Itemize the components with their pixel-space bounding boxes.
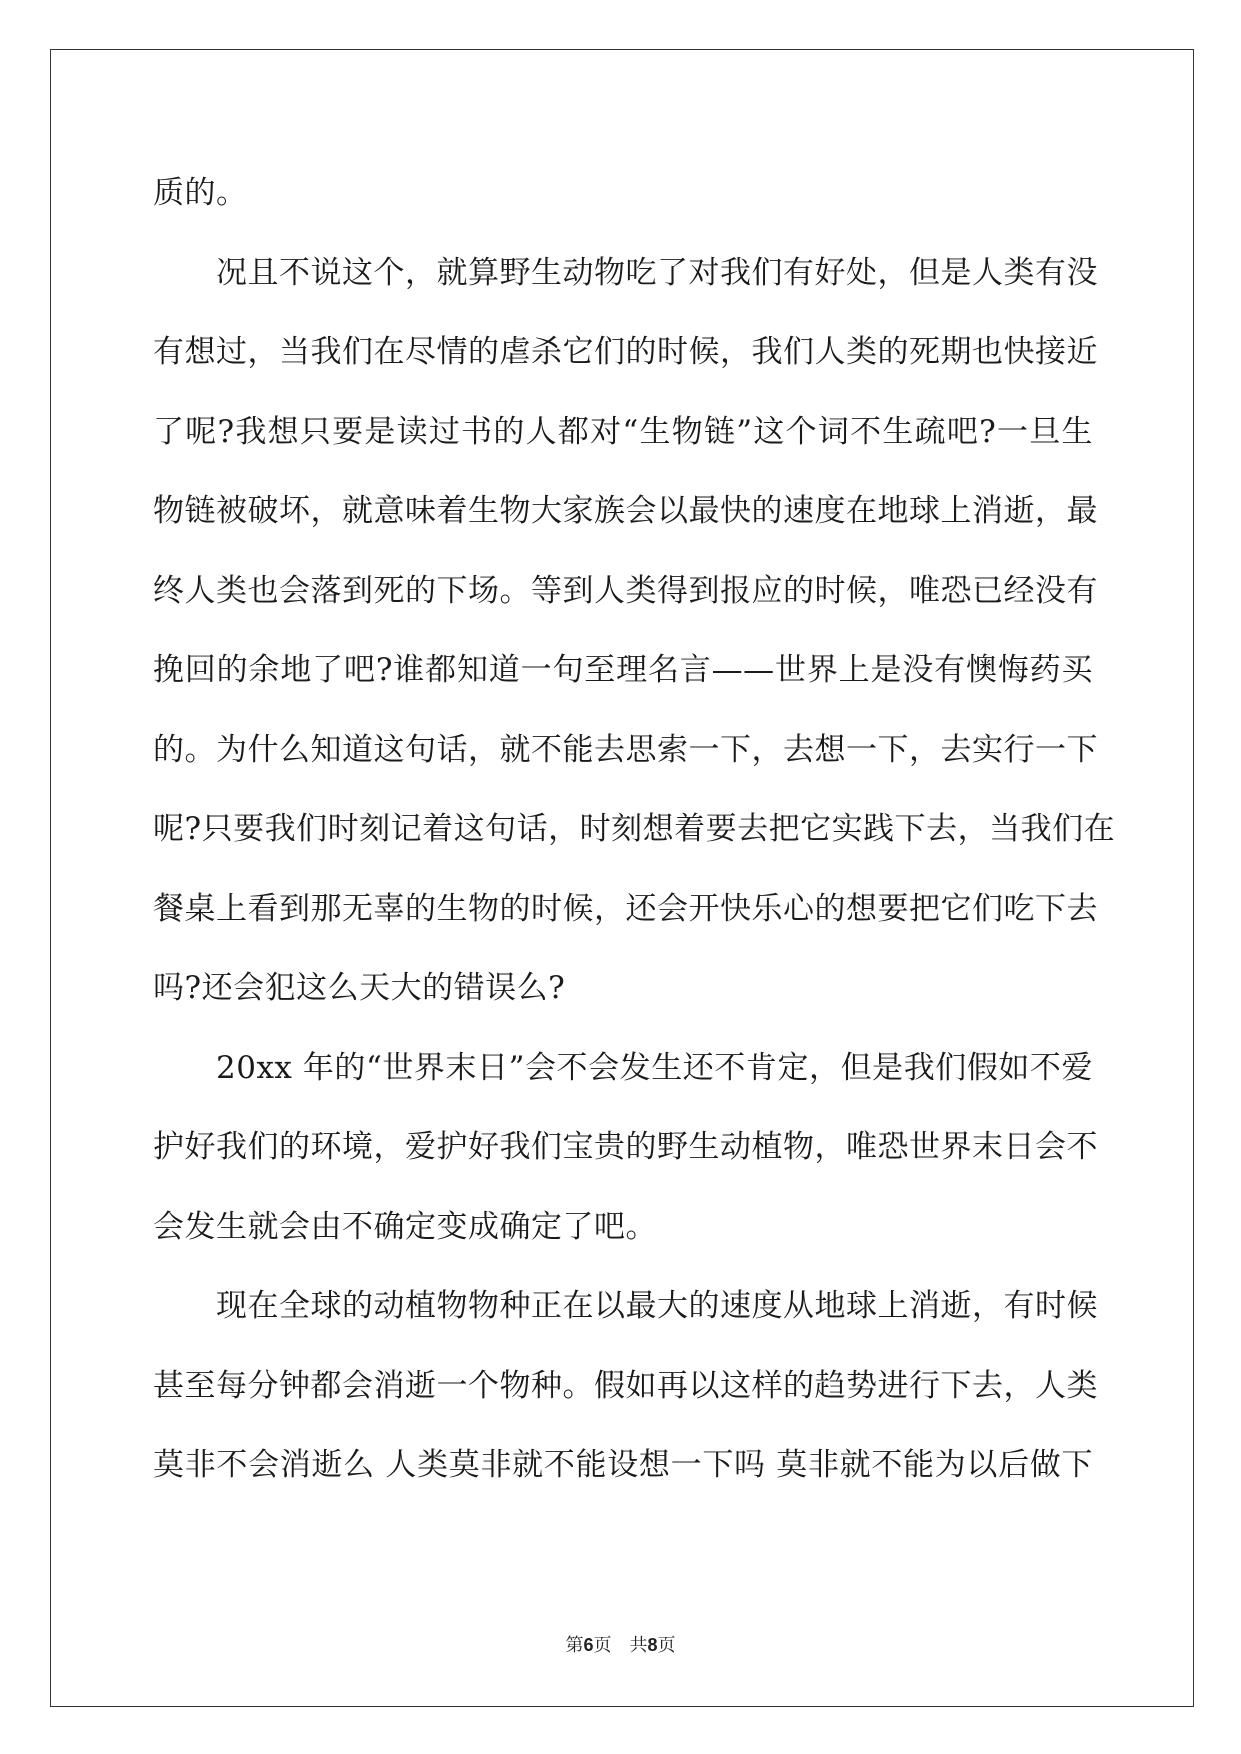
text-line: 呢?只要我们时刻记着这句话，时刻想着要去把它实践下去，当我们在 [153, 811, 1116, 847]
text-line: 护好我们的环境，爱护好我们宝贵的野生动植物，唯恐世界末日会不 [153, 1129, 1098, 1165]
page-footer [0, 1631, 1241, 1657]
text-line: 挽回的余地了吧?谁都知道一句至理名言——世界上是没有懊悔药买 [153, 652, 1093, 688]
text-line: 终人类也会落到死的下场。等到人类得到报应的时候，唯恐已经没有 [153, 572, 1098, 609]
total-page-number: 8 [647, 1635, 658, 1655]
document-body [153, 154, 1116, 1506]
current-page-number: 6 [583, 1635, 594, 1655]
text-line: 了呢?我想只要是读过书的人都对“生物链”这个词不生疏吧?一旦生 [153, 413, 1093, 450]
text-line: 有想过，当我们在尽情的虐杀它们的时候，我们人类的死期也快接近 [153, 334, 1098, 370]
text-line: 餐桌上看到那无辜的生物的时候，还会开快乐心的想要把它们吃下去 [153, 890, 1098, 927]
text-line: 莫非不会消逝么 人类莫非就不能设想一下吗 莫非就不能为以后做下 [153, 1447, 1093, 1483]
text-line: 20xx 年的“世界末日”会不会发生还不肯定，但是我们假如不爱 [216, 1049, 1093, 1086]
text-line: 的。为什么知道这句话，就不能去思索一下，去想一下，去实行一下 [153, 731, 1098, 768]
text-line: 况且不说这个，就算野生动物吃了对我们有好处，但是人类有没 [216, 254, 1098, 291]
text-line: 物链被破坏，就意味着生物大家族会以最快的速度在地球上消逝，最 [153, 493, 1098, 529]
text-line: 会发生就会由不确定变成确定了吧。 [153, 1208, 657, 1245]
footer-prefix: 第 [565, 1635, 584, 1656]
footer-middle: 页 共 [593, 1635, 648, 1656]
text-line: 吗?还会犯这么天大的错误么? [153, 970, 566, 1006]
footer-suffix: 页 [657, 1635, 676, 1656]
text-line: 质的。 [153, 175, 248, 211]
text-line: 现在全球的动植物物种正在以最大的速度从地球上消逝，有时候 [216, 1288, 1098, 1324]
text-line: 甚至每分钟都会消逝一个物种。假如再以这样的趋势进行下去，人类 [153, 1367, 1098, 1404]
